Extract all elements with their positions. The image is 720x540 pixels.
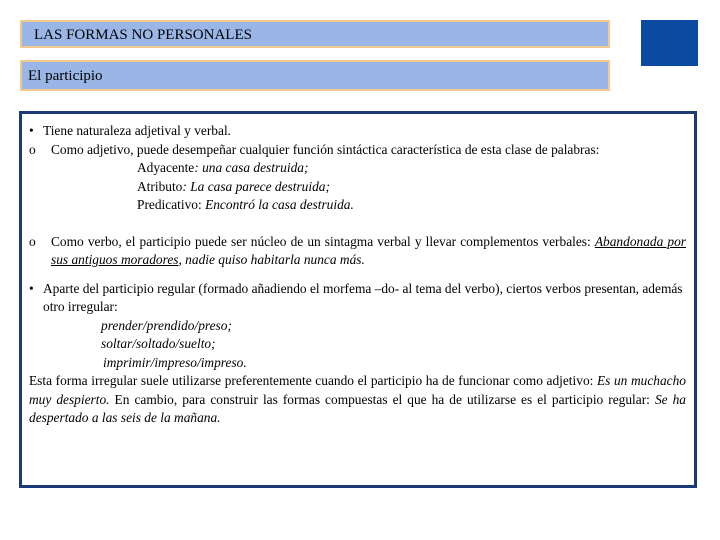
example-sep: :	[194, 160, 203, 175]
irregular-example: soltar/soltado/suelto;	[101, 336, 216, 351]
sub-item-verb	[29, 233, 686, 270]
content-box	[19, 111, 697, 488]
example-rest: , nadie quiso habitarla nunca más.	[178, 252, 365, 267]
example-line	[29, 178, 686, 197]
irregular-example: prender/prendido/preso;	[101, 317, 232, 333]
final-text-2: En cambio, para construir las formas compuestas el que ha de utilizarse es el participio regular:	[109, 391, 655, 407]
irregular-example: imprimir/impreso/impreso.	[103, 354, 247, 370]
sub-marker: o	[29, 141, 36, 157]
bullet-item	[29, 280, 686, 317]
sub-marker: o	[29, 233, 36, 249]
example-text: La casa parece destruida;	[190, 178, 330, 194]
final-example-2: Se ha despertado a las seis de la mañana.	[29, 391, 686, 425]
sub-item-text: Como verbo, el participio puede ser núcleo de un sintagma verbal y llevar complementos verbales:	[51, 233, 595, 249]
example-text: una casa destruida;	[202, 160, 309, 175]
section-subtitle: El participio	[20, 60, 610, 91]
final-text-1: Esta forma irregular suele utilizarse preferentemente cuando el participio ha de funcionar como adjetivo:	[29, 373, 597, 388]
underlined-example: Abandonada por sus antiguos moradores	[51, 233, 687, 267]
final-example-1: Es un muchacho muy despierto.	[29, 373, 686, 407]
example-label: Atributo	[137, 178, 183, 194]
example-label: Adyacente	[137, 160, 195, 175]
bullet-marker: •	[29, 280, 34, 296]
bullet-text: Tiene naturaleza adjetival y verbal.	[43, 123, 232, 138]
example-text: Encontró la casa destruida.	[205, 197, 354, 212]
example-sep: :	[182, 178, 191, 194]
example-label: Predicativo	[137, 197, 198, 212]
sub-item-text: Como adjetivo, puede desempeñar cualquier función sintáctica característica de esta clase de palabras:	[51, 141, 600, 157]
example-sep: :	[197, 197, 206, 212]
decorative-square	[641, 20, 698, 66]
example-line	[29, 159, 686, 178]
example-line	[29, 196, 686, 215]
bullet-text: Aparte del participio regular (formado añadiendo el morfema –do- al tema del verbo), ciertos verbos presentan, además otro irregular:	[43, 280, 683, 314]
page-title: LAS FORMAS NO PERSONALES	[20, 20, 610, 48]
bullet-marker: •	[29, 123, 34, 138]
bullet-item	[29, 122, 686, 141]
final-paragraph	[29, 372, 686, 428]
sub-item-adjective	[29, 141, 686, 160]
